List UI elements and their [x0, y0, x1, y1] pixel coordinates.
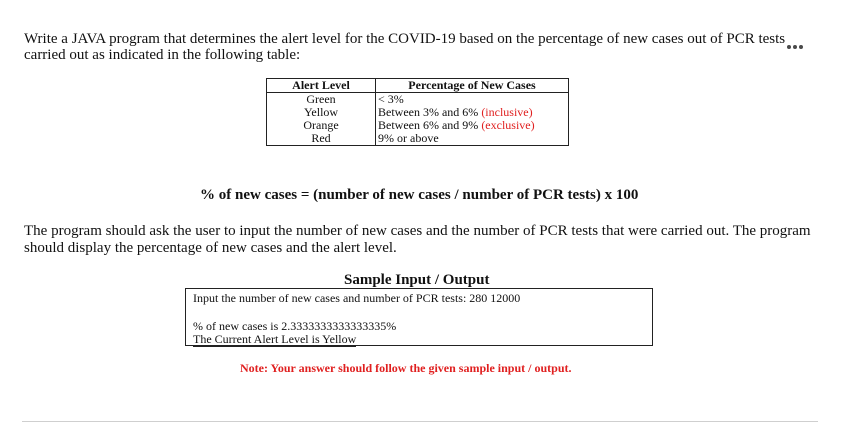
- alert-level-table: [266, 78, 569, 146]
- percentage-text: < 3%: [378, 92, 404, 106]
- note: Note: Your answer should follow the given sample input / output.: [240, 361, 572, 375]
- percentage-text: 9% or above: [378, 131, 439, 145]
- alert-level-cell: Orange: [267, 119, 376, 132]
- percentage-cell: [376, 132, 569, 146]
- instructions-line-1: The program should ask the user to input the number of new cases and the number of PCR tests that were carried out. The program: [24, 223, 811, 239]
- intro-line-1: Write a JAVA program that determines the alert level for the COVID-19 based on the percentage of new cases out of PCR tests: [24, 31, 786, 47]
- sample-output-line-2: The Current Alert Level is Yellow: [193, 332, 357, 346]
- more-options-icon[interactable]: [787, 44, 803, 49]
- sample-output-line-1: % of new cases is 2.3333333333333335%: [193, 319, 397, 333]
- dot-icon: [787, 45, 791, 49]
- column-header-alert-level: Alert Level: [267, 79, 376, 93]
- intro-line-2: carried out as indicated in the following table:: [24, 47, 301, 63]
- table-row: [267, 93, 569, 107]
- table-row: [267, 132, 569, 146]
- alert-level-cell: Green: [267, 93, 376, 107]
- percentage-text: Between 3% and 6%: [378, 105, 482, 119]
- sample-title: Sample Input / Output: [344, 272, 490, 288]
- instructions-line-2: should display the percentage of new cases and the alert level.: [24, 240, 397, 256]
- qualifier-text: (inclusive): [481, 105, 533, 119]
- dot-icon: [799, 45, 803, 49]
- sample-io-box: [185, 288, 653, 346]
- alert-level-cell: Red: [267, 132, 376, 146]
- percentage-cell: [376, 93, 569, 107]
- divider: [22, 421, 818, 422]
- qualifier-text: (exclusive): [481, 118, 535, 132]
- column-header-percentage: Percentage of New Cases: [376, 79, 569, 93]
- alert-level-cell: Yellow: [267, 106, 376, 119]
- table-header-row: [267, 79, 569, 93]
- percentage-text: Between 6% and 9%: [378, 118, 482, 132]
- sample-input-line: Input the number of new cases and number of PCR tests: 280 12000: [193, 291, 521, 305]
- dot-icon: [793, 45, 797, 49]
- formula: % of new cases = (number of new cases / number of PCR tests) x 100: [200, 187, 639, 203]
